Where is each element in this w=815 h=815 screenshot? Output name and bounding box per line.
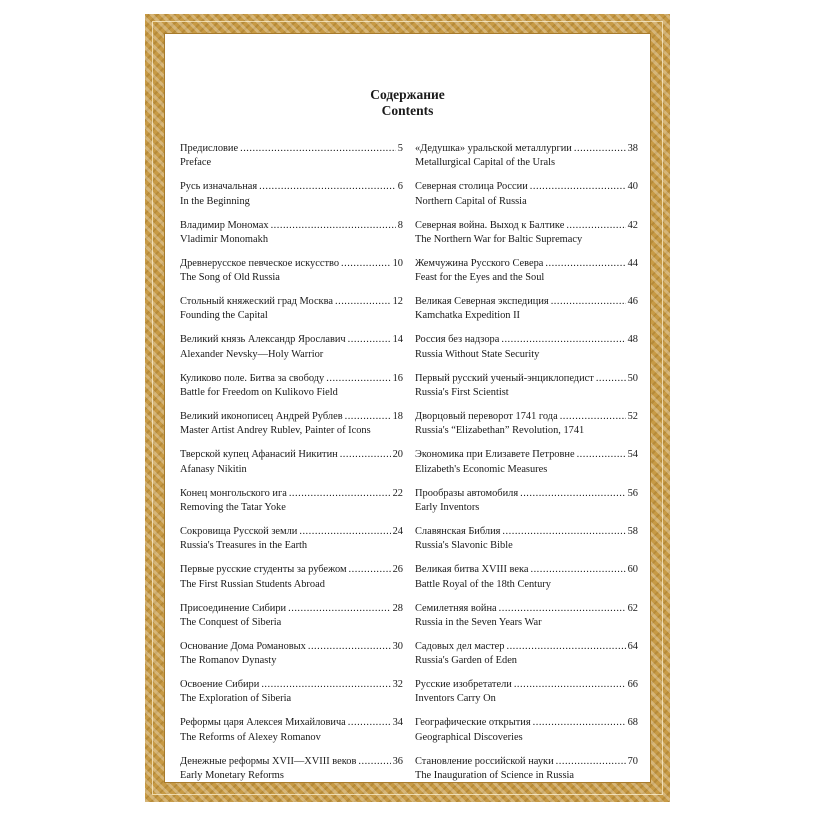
toc-entry [180, 487, 403, 525]
toc-entry-title-en: Russia Without State Security [415, 348, 540, 360]
toc-entry [180, 525, 403, 563]
toc-entry-page-number: 26 [392, 564, 403, 576]
toc-entry-russian-line [180, 448, 403, 462]
toc-entry-russian-line [180, 372, 403, 386]
toc-entry-title-ru: Великая Северная экспедиция [415, 296, 549, 308]
toc-entry-russian-line [415, 448, 638, 462]
toc-entry-title-en: The First Russian Students Abroad [180, 578, 325, 590]
toc-entry-title-ru: Садовых дел мастер [415, 640, 505, 652]
toc-entry-title-ru: Великая битва XVIII века [415, 564, 529, 576]
toc-entry-title-en: Early Inventors [415, 501, 480, 513]
toc-entry-russian-line [180, 410, 403, 424]
toc-entry [180, 716, 403, 754]
toc-entry-title-ru: Древнерусское певческое искусство [180, 257, 340, 269]
toc-entry [415, 640, 638, 678]
toc-entry [415, 563, 638, 601]
toc-entry-title-ru: Русь изначальная [180, 181, 258, 193]
toc-entry-title-ru: Основание Дома Романовых [180, 640, 306, 652]
toc-entry-page-number: 8 [397, 219, 403, 231]
toc-entry-page-number: 20 [392, 449, 403, 461]
toc-entry-title-en: Russia in the Seven Years War [415, 616, 542, 628]
toc-entry-title-ru: «Дедушка» уральской металлургии [415, 143, 572, 154]
toc-entry-russian-line [180, 602, 403, 616]
toc-entry-russian-line [415, 755, 638, 769]
toc-entry-russian-line [180, 142, 403, 156]
toc-entry-title-ru: Владимир Мономах [180, 219, 269, 231]
toc-entry [180, 180, 403, 218]
title-english: Contents [381, 103, 434, 118]
leader-dots [259, 180, 396, 194]
toc-entry-russian-line [415, 333, 638, 347]
toc-entry [180, 372, 403, 410]
leader-dots [289, 487, 391, 501]
toc-entry-title-ru: Тверской купец Афанасий Никитин [180, 449, 338, 461]
toc-entry-page-number: 22 [392, 487, 403, 499]
leader-dots [533, 716, 626, 730]
toc-entry [415, 372, 638, 410]
toc-entry [180, 563, 403, 601]
toc-entry [415, 487, 638, 525]
toc-entry-title-en: Master Artist Andrey Rublev, Painter of Icons [180, 425, 371, 437]
toc-entry-title-ru: Дворцовый переворот 1741 года [415, 411, 558, 423]
toc-entry-title-ru: Великий князь Александр Ярославич [180, 334, 346, 346]
toc-entry-title-en: Alexander Nevsky—Holy Warrior [180, 348, 324, 360]
toc-entry [415, 678, 638, 716]
toc-entry-page-number: 62 [627, 602, 638, 614]
toc-entry-russian-line [180, 487, 403, 501]
toc-entry-title-en: Russia's Garden of Eden [415, 655, 518, 667]
toc-entry-russian-line [415, 372, 638, 386]
toc-entry-title-en: The Inauguration of Science in Russia [415, 770, 574, 782]
leader-dots [501, 333, 625, 347]
leader-dots [326, 372, 390, 386]
leader-dots [348, 333, 391, 347]
toc-entry [180, 448, 403, 486]
toc-entry-title-ru: Куликово поле. Битва за свободу [180, 372, 325, 384]
toc-entry-page-number: 64 [627, 640, 638, 652]
toc-entry-page-number: 46 [627, 296, 638, 308]
toc-entry [415, 410, 638, 448]
toc-entry [180, 602, 403, 640]
contents-heading [164, 87, 651, 119]
toc-entry-title-ru: Географические открытия [415, 717, 531, 729]
toc-entry-page-number: 38 [627, 143, 638, 154]
toc-entry-page-number: 6 [397, 181, 403, 193]
toc-entry-title-ru: Присоединение Сибири [180, 602, 287, 614]
leader-dots [345, 410, 391, 424]
contents-column-left [180, 142, 403, 793]
toc-entry-title-en: The Reforms of Alexey Romanov [180, 731, 321, 743]
toc-entry-title-en: Elizabeth's Economic Measures [415, 463, 548, 475]
leader-dots [288, 602, 390, 616]
toc-entry [415, 142, 638, 180]
toc-entry-page-number: 16 [392, 372, 403, 384]
toc-entry-page-number: 52 [627, 411, 638, 423]
toc-entry-russian-line [415, 219, 638, 233]
leader-dots [240, 142, 396, 156]
toc-entry-title-ru: Славянская Библия [415, 525, 501, 537]
leader-dots [551, 295, 626, 309]
toc-entry [415, 525, 638, 563]
leader-dots [335, 295, 391, 309]
title-russian: Содержание [370, 87, 445, 102]
toc-entry-title-ru: Освоение Сибири [180, 679, 260, 691]
toc-entry-page-number: 10 [392, 257, 403, 269]
leader-dots [566, 219, 625, 233]
toc-entry [415, 716, 638, 754]
toc-entry-russian-line [180, 257, 403, 271]
toc-entry-russian-line [180, 219, 403, 233]
toc-entry-title-ru: Предисловие [180, 143, 239, 154]
toc-entry-page-number: 44 [627, 257, 638, 269]
toc-entry-russian-line [180, 640, 403, 654]
toc-entry-title-ru: Становление российской науки [415, 755, 554, 767]
toc-entry-title-ru: Первые русские студенты за рубежом [180, 564, 347, 576]
toc-entry-title-en: The Conquest of Siberia [180, 616, 282, 628]
leader-dots [348, 716, 391, 730]
toc-entry-title-en: Battle Royal of the 18th Century [415, 578, 551, 590]
toc-entry-title-en: Feast for the Eyes and the Soul [415, 272, 545, 284]
toc-entry-russian-line [415, 142, 638, 156]
toc-entry-page-number: 56 [627, 487, 638, 499]
toc-entry-russian-line [180, 678, 403, 692]
toc-entry-russian-line [415, 525, 638, 539]
leader-dots [530, 180, 626, 194]
toc-entry-page-number: 42 [627, 219, 638, 231]
toc-entry-russian-line [415, 487, 638, 501]
toc-entry-russian-line [180, 333, 403, 347]
toc-entry [180, 142, 403, 180]
toc-entry-title-ru: Семилетняя война [415, 602, 497, 614]
toc-entry-title-ru: Великий иконописец Андрей Рублев [180, 411, 343, 423]
toc-entry [415, 755, 638, 793]
toc-entry-russian-line [415, 716, 638, 730]
leader-dots [341, 257, 391, 271]
toc-entry-russian-line [415, 410, 638, 424]
toc-entry-title-ru: Северная война. Выход к Балтике [415, 219, 565, 231]
toc-entry-title-ru: Первый русский ученый-энциклопедист [415, 372, 594, 384]
contents-column-right [415, 142, 638, 793]
toc-entry-page-number: 24 [392, 525, 403, 537]
toc-entry-page-number: 5 [397, 143, 403, 154]
leader-dots [514, 678, 626, 692]
toc-entry-russian-line [180, 716, 403, 730]
toc-entry-page-number: 34 [392, 717, 403, 729]
toc-entry [415, 333, 638, 371]
toc-entry [415, 602, 638, 640]
toc-entry-page-number: 48 [627, 334, 638, 346]
leader-dots [577, 448, 626, 462]
leader-dots [520, 487, 626, 501]
toc-entry-page-number: 14 [392, 334, 403, 346]
leader-dots [560, 410, 626, 424]
toc-entry-russian-line [415, 678, 638, 692]
leader-dots [502, 525, 625, 539]
toc-entry [415, 257, 638, 295]
toc-entry-title-en: In the Beginning [180, 195, 250, 207]
toc-entry-page-number: 70 [627, 755, 638, 767]
leader-dots [261, 678, 390, 692]
toc-entry [180, 219, 403, 257]
toc-entry-title-en: Russia's First Scientist [415, 387, 509, 399]
leader-dots [545, 257, 625, 271]
toc-entry [180, 640, 403, 678]
toc-entry-title-en: The Northern War for Baltic Supremacy [415, 233, 583, 245]
toc-entry-title-en: The Romanov Dynasty [180, 655, 277, 667]
toc-entry-title-ru: Реформы царя Алексея Михайловича [180, 717, 346, 729]
toc-entry-title-en: Afanasy Nikitin [180, 463, 247, 475]
toc-entry-page-number: 12 [392, 296, 403, 308]
toc-entry-title-en: Russia's Treasures in the Earth [180, 540, 308, 552]
toc-entry-russian-line [415, 257, 638, 271]
toc-entry-title-ru: Конец монгольского ига [180, 487, 287, 499]
leader-dots [349, 563, 391, 577]
leader-dots [271, 219, 396, 233]
toc-entry-title-ru: Россия без надзора [415, 334, 500, 346]
toc-entry [415, 295, 638, 333]
toc-entry-title-en: Battle for Freedom on Kulikovo Field [180, 387, 338, 399]
toc-entry-title-en: Early Monetary Reforms [180, 770, 284, 782]
toc-entry-page-number: 68 [627, 717, 638, 729]
toc-entry-page-number: 36 [392, 755, 403, 767]
toc-entry-russian-line [180, 525, 403, 539]
toc-entry-russian-line [180, 295, 403, 309]
toc-entry-page-number: 50 [627, 372, 638, 384]
toc-entry-title-en: Northern Capital of Russia [415, 195, 527, 207]
toc-entry [180, 678, 403, 716]
toc-entry-title-en: Kamchatka Expedition II [415, 310, 521, 322]
toc-entry-title-en: Inventors Carry On [415, 693, 496, 705]
toc-entry-page-number: 54 [627, 449, 638, 461]
toc-entry-title-ru: Жемчужина Русского Севера [415, 257, 544, 269]
toc-entry-page-number: 18 [392, 411, 403, 423]
leader-dots [308, 640, 391, 654]
toc-entry-russian-line [180, 755, 403, 769]
toc-entry-title-ru: Прообразы автомобиля [415, 487, 519, 499]
leader-dots [358, 755, 390, 769]
toc-entry-title-ru: Стольный княжеский град Москва [180, 296, 333, 308]
toc-entry-title-en: Russia's “Elizabethan” Revolution, 1741 [415, 425, 585, 437]
toc-entry [180, 755, 403, 793]
toc-entry-russian-line [415, 640, 638, 654]
toc-entry-title-en: Removing the Tatar Yoke [180, 501, 286, 513]
toc-entry-title-en: Russia's Slavonic Bible [415, 540, 513, 552]
toc-entry-title-ru: Сокровища Русской земли [180, 525, 298, 537]
leader-dots [340, 448, 391, 462]
toc-entry-title-en: Vladimir Monomakh [180, 233, 269, 245]
leader-dots [556, 755, 626, 769]
toc-entry-title-en: The Exploration of Siberia [180, 693, 292, 705]
leader-dots [506, 640, 625, 654]
page-content-area [164, 33, 651, 783]
toc-entry-title-en: Founding the Capital [180, 310, 268, 322]
toc-entry-title-en: Metallurgical Capital of the Urals [415, 157, 556, 169]
toc-entry-russian-line [180, 180, 403, 194]
toc-entry-page-number: 28 [392, 602, 403, 614]
toc-entry-russian-line [415, 563, 638, 577]
toc-entry-russian-line [180, 563, 403, 577]
toc-entry-title-en: Preface [180, 157, 212, 169]
toc-entry-page-number: 60 [627, 564, 638, 576]
toc-entry-title-ru: Русские изобретатели [415, 679, 512, 691]
leader-dots [299, 525, 390, 539]
toc-entry [180, 333, 403, 371]
toc-entry-title-en: The Song of Old Russia [180, 272, 280, 284]
toc-entry [180, 257, 403, 295]
leader-dots [596, 372, 626, 386]
toc-entry [415, 448, 638, 486]
leader-dots [499, 602, 626, 616]
leader-dots [574, 142, 626, 156]
toc-entry-russian-line [415, 602, 638, 616]
toc-entry-page-number: 32 [392, 679, 403, 691]
toc-entry [180, 410, 403, 448]
toc-entry-page-number: 58 [627, 525, 638, 537]
toc-entry-russian-line [415, 295, 638, 309]
leader-dots [530, 563, 625, 577]
toc-entry [415, 219, 638, 257]
toc-entry [180, 295, 403, 333]
toc-entry-title-ru: Северная столица России [415, 181, 528, 193]
toc-entry-title-ru: Денежные реформы XVII—XVIII веков [180, 755, 357, 767]
toc-entry-page-number: 40 [627, 181, 638, 193]
toc-entry-page-number: 66 [627, 679, 638, 691]
toc-entry-russian-line [415, 180, 638, 194]
toc-entry [415, 180, 638, 218]
book-page [145, 14, 670, 802]
toc-entry-page-number: 30 [392, 640, 403, 652]
toc-entry-title-ru: Экономика при Елизавете Петровне [415, 449, 575, 461]
toc-entry-title-en: Geographical Discoveries [415, 731, 523, 743]
